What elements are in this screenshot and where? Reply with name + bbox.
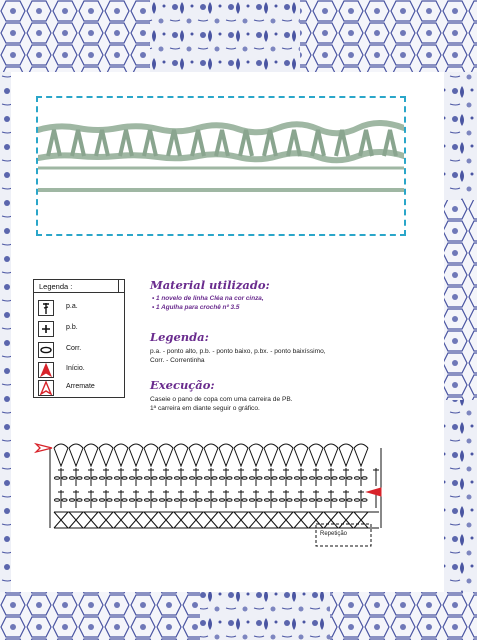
chain-stitch (197, 499, 202, 502)
chain-stitch (310, 499, 315, 502)
chain-stitch (220, 477, 225, 480)
legend-row-finish (38, 380, 124, 397)
chain-stitch (77, 499, 82, 502)
v-stitch (324, 448, 338, 466)
v-stitch (84, 448, 98, 466)
cross-stitch (189, 512, 203, 528)
cross-stitch (339, 512, 353, 528)
chain-arc (219, 444, 233, 448)
chain-stitch (302, 499, 307, 502)
chain-stitch (62, 477, 67, 480)
v-stitch (354, 448, 368, 466)
chain-arc (279, 444, 293, 448)
chain-arc (129, 444, 143, 448)
chain-arc (99, 444, 113, 448)
chain-arc (189, 444, 203, 448)
chain-stitch (265, 477, 270, 480)
chain-stitch (107, 499, 112, 502)
chain-stitch (310, 477, 315, 480)
chain-stitch (100, 477, 105, 480)
legend-label: Arremate (66, 383, 95, 390)
chain-stitch (92, 477, 97, 480)
chain-stitch (85, 477, 90, 480)
chain-stitch (182, 477, 187, 480)
chain-stitch (205, 499, 210, 502)
chain-stitch (130, 477, 135, 480)
v-stitch (159, 448, 173, 466)
chain-stitch (287, 477, 292, 480)
v-stitch (249, 448, 263, 466)
chain-stitch (197, 477, 202, 480)
cross-stitch (279, 512, 293, 528)
start-arrow-icon (38, 362, 54, 378)
chain-stitch (227, 477, 232, 480)
legend-line: p.a. - ponto alto, p.b. - ponto baixo, p.bx. - ponto baixíssimo, (150, 348, 326, 355)
chain-stitch (332, 499, 337, 502)
cross-stitch (174, 512, 188, 528)
chain-stitch (295, 477, 300, 480)
chain-stitch (280, 499, 285, 502)
double-crochet-icon (38, 300, 54, 316)
chain-arc (69, 444, 83, 448)
chain-stitch (70, 499, 75, 502)
chain-stitch (280, 477, 285, 480)
chain-stitch (92, 499, 97, 502)
chain-stitch (115, 499, 120, 502)
execution-heading: Execução: (150, 378, 215, 392)
chain-stitch (257, 477, 262, 480)
chain-stitch (250, 477, 255, 480)
chain-arc (249, 444, 263, 448)
v-stitch (144, 448, 158, 466)
chain-arc (204, 444, 218, 448)
crochet-lace-photo (38, 98, 404, 234)
legend-title: Legenda : (34, 280, 124, 293)
chain-stitch (235, 499, 240, 502)
repeat-label: Repetição (320, 531, 348, 537)
legend-line: Corr. - Correntinha (150, 357, 205, 364)
chain-arc (264, 444, 278, 448)
chain-stitch (295, 499, 300, 502)
chain-arc (324, 444, 338, 448)
lace-photo-frame (36, 96, 406, 236)
chain-stitch (145, 499, 150, 502)
legend-row-double-crochet (38, 300, 124, 317)
chain-stitch (325, 477, 330, 480)
chain-arc (354, 444, 368, 448)
chain-stitch (85, 499, 90, 502)
chain-stitch (130, 499, 135, 502)
chain-stitch (212, 477, 217, 480)
cross-stitch (69, 512, 83, 528)
chain-stitch (287, 499, 292, 502)
chain-stitch (317, 499, 322, 502)
finish-arrow-icon (38, 380, 54, 396)
chain-stitch (347, 477, 352, 480)
v-stitch (99, 448, 113, 466)
materials-list (152, 295, 264, 313)
chain-stitch (220, 499, 225, 502)
chain-arc (339, 444, 353, 448)
legend-label: Corr. (66, 345, 82, 352)
v-stitch (204, 448, 218, 466)
chain-arc (159, 444, 173, 448)
chain-stitch (235, 477, 240, 480)
legend-label: p.a. (66, 303, 78, 310)
chain-stitch (227, 499, 232, 502)
cross-stitch (324, 512, 338, 528)
cross-stitch (354, 512, 368, 528)
v-stitch (264, 448, 278, 466)
v-stitch (114, 448, 128, 466)
chain-stitch (340, 499, 345, 502)
v-stitch (309, 448, 323, 466)
chain-stitch (70, 477, 75, 480)
legend-description (150, 347, 326, 365)
legend-row-start (38, 362, 124, 379)
v-stitch (339, 448, 353, 466)
chain-stitch (332, 477, 337, 480)
v-stitch (129, 448, 143, 466)
materials-heading: Material utilizado: (150, 278, 270, 292)
chain-stitch (175, 499, 180, 502)
finish-arrow-icon (367, 488, 381, 496)
cross-stitch (234, 512, 248, 528)
chain-stitch (340, 477, 345, 480)
legend-heading: Legenda: (150, 330, 209, 344)
legend-row-chain (38, 342, 124, 359)
chain-stitch (190, 499, 195, 502)
chain-stitch (182, 499, 187, 502)
chain-stitch (62, 499, 67, 502)
chain-stitch (190, 477, 195, 480)
chain-stitch (152, 477, 157, 480)
chain-stitch (152, 499, 157, 502)
chain-stitch (212, 499, 217, 502)
chain-icon (38, 342, 54, 358)
chain-arc (144, 444, 158, 448)
cross-stitch (264, 512, 278, 528)
cross-stitch (249, 512, 263, 528)
chain-arc (84, 444, 98, 448)
chain-stitch (325, 499, 330, 502)
chain-stitch (145, 477, 150, 480)
chain-stitch (362, 499, 367, 502)
cross-stitch (204, 512, 218, 528)
chain-arc (114, 444, 128, 448)
v-stitch (69, 448, 83, 466)
chain-arc (294, 444, 308, 448)
chain-arc (309, 444, 323, 448)
cross-stitch (129, 512, 143, 528)
chain-stitch (355, 499, 360, 502)
chain-stitch (160, 477, 165, 480)
chain-arc (234, 444, 248, 448)
chain-stitch (250, 499, 255, 502)
chain-stitch (347, 499, 352, 502)
chain-stitch (272, 477, 277, 480)
execution-instructions (150, 395, 293, 413)
legend-row-single-crochet (38, 321, 124, 338)
single-crochet-icon (38, 321, 54, 337)
cross-stitch (84, 512, 98, 528)
v-stitch (219, 448, 233, 466)
chain-stitch (137, 477, 142, 480)
chain-stitch (107, 477, 112, 480)
cross-stitch (114, 512, 128, 528)
chain-stitch (175, 477, 180, 480)
chain-stitch (137, 499, 142, 502)
chain-stitch (257, 499, 262, 502)
cross-stitch (144, 512, 158, 528)
chain-stitch (272, 499, 277, 502)
chain-stitch (362, 477, 367, 480)
chain-stitch (100, 499, 105, 502)
cross-stitch (159, 512, 173, 528)
chain-stitch (242, 499, 247, 502)
chain-stitch (265, 499, 270, 502)
cross-stitch (99, 512, 113, 528)
v-stitch (174, 448, 188, 466)
chain-stitch (55, 499, 60, 502)
chain-stitch (167, 499, 172, 502)
chain-stitch (122, 499, 127, 502)
v-stitch (279, 448, 293, 466)
chain-stitch (167, 477, 172, 480)
list-item: • 1 Agulha para crochê nº 3.5 (152, 304, 264, 311)
chain-stitch (115, 477, 120, 480)
execution-line: 1ª carreira em diante seguir o gráfico. (150, 405, 260, 412)
v-stitch (234, 448, 248, 466)
chain-stitch (55, 477, 60, 480)
legend-box (33, 279, 125, 398)
cross-stitch (219, 512, 233, 528)
legend-label: p.b. (66, 324, 78, 331)
chain-stitch (122, 477, 127, 480)
chain-stitch (355, 477, 360, 480)
v-stitch (294, 448, 308, 466)
chain-stitch (77, 477, 82, 480)
chain-stitch (242, 477, 247, 480)
chain-stitch (160, 499, 165, 502)
chain-arc (174, 444, 188, 448)
execution-line: Caseie o pano de copa com uma carreira de PB. (150, 396, 293, 403)
chain-stitch (302, 477, 307, 480)
chain-stitch (205, 477, 210, 480)
cross-stitch (54, 512, 68, 528)
legend-label: Início. (66, 365, 85, 372)
chain-arc (54, 444, 68, 448)
v-stitch (54, 448, 68, 466)
list-item: • 1 novelo de linha Cléa na cor cinza, (152, 295, 264, 302)
v-stitch (189, 448, 203, 466)
chain-stitch (317, 477, 322, 480)
cross-stitch (294, 512, 308, 528)
